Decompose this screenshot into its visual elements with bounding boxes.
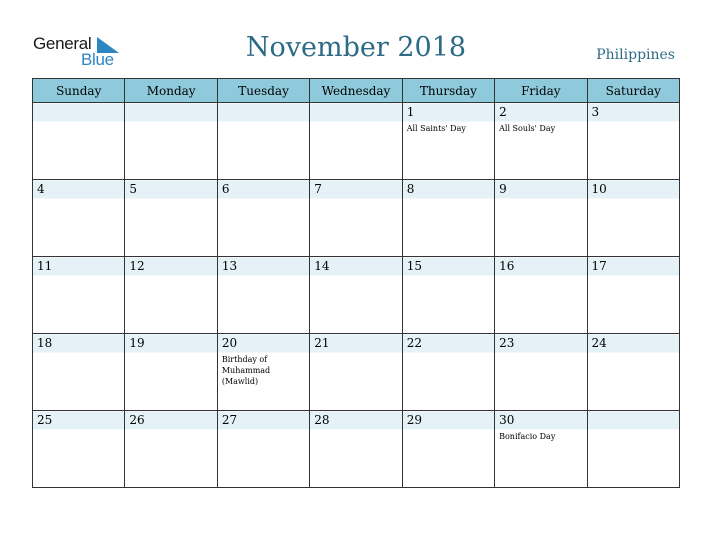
day-number: 6 bbox=[221, 182, 230, 196]
day-number: 13 bbox=[221, 259, 238, 273]
day-cell bbox=[125, 103, 217, 180]
week-row bbox=[33, 411, 680, 488]
holiday-label bbox=[495, 198, 586, 200]
day-cell bbox=[587, 411, 679, 488]
day-number: 18 bbox=[37, 336, 53, 350]
day-number: 21 bbox=[314, 336, 330, 350]
day-cell bbox=[310, 257, 402, 334]
day-cell bbox=[125, 257, 217, 334]
day-cell bbox=[587, 103, 679, 180]
holiday-label bbox=[218, 198, 309, 200]
holiday-label bbox=[495, 275, 586, 277]
day-number: 15 bbox=[406, 259, 422, 273]
day-number: 5 bbox=[129, 182, 138, 196]
day-cell bbox=[495, 257, 587, 334]
holiday-label bbox=[125, 275, 216, 277]
day-cell bbox=[402, 411, 494, 488]
holiday-label bbox=[310, 198, 401, 200]
day-number: 3 bbox=[591, 105, 600, 119]
day-cell bbox=[33, 257, 125, 334]
weekday-header: Monday bbox=[125, 79, 217, 103]
holiday-label bbox=[310, 121, 401, 123]
day-cell bbox=[402, 257, 494, 334]
day-cell bbox=[125, 334, 217, 411]
day-cell bbox=[33, 103, 125, 180]
day-number bbox=[310, 103, 401, 121]
day-number: 7 bbox=[314, 182, 322, 196]
holiday-label: Birthday of Muhammad (Mawlid) bbox=[221, 355, 271, 386]
holiday-label: Bonifacio Day bbox=[499, 432, 556, 441]
holiday-label bbox=[403, 429, 494, 431]
holiday-label bbox=[310, 275, 401, 277]
day-cell bbox=[310, 334, 402, 411]
day-number: 16 bbox=[499, 259, 515, 273]
week-row bbox=[33, 334, 680, 411]
holiday-label bbox=[125, 198, 216, 200]
holiday-label bbox=[33, 121, 124, 123]
day-number bbox=[125, 103, 216, 121]
day-cell bbox=[33, 180, 125, 257]
day-cell bbox=[310, 103, 402, 180]
day-number: 12 bbox=[129, 259, 145, 273]
day-number: 19 bbox=[129, 336, 145, 350]
weekday-header: Wednesday bbox=[310, 79, 402, 103]
holiday-label bbox=[125, 429, 216, 431]
day-number: 28 bbox=[314, 413, 330, 427]
holiday-label: All Saints' Day bbox=[406, 124, 466, 133]
day-number: 20 bbox=[221, 336, 238, 350]
weekday-header: Thursday bbox=[402, 79, 494, 103]
day-cell bbox=[402, 334, 494, 411]
day-number: 9 bbox=[499, 182, 507, 196]
day-cell bbox=[495, 103, 587, 180]
day-number: 22 bbox=[406, 336, 422, 350]
day-number: 23 bbox=[499, 336, 515, 350]
day-number: 14 bbox=[314, 259, 330, 273]
holiday-label bbox=[33, 198, 124, 200]
weekday-header: Tuesday bbox=[217, 79, 309, 103]
holiday-label bbox=[588, 121, 679, 123]
day-cell bbox=[495, 180, 587, 257]
holiday-label bbox=[125, 352, 216, 354]
holiday-label bbox=[588, 198, 679, 200]
weekday-header-row bbox=[33, 79, 680, 103]
holiday-label bbox=[310, 352, 401, 354]
day-cell bbox=[402, 103, 494, 180]
day-cell bbox=[33, 334, 125, 411]
day-cell bbox=[310, 180, 402, 257]
weekday-header: Sunday bbox=[33, 79, 125, 103]
week-row bbox=[33, 103, 680, 180]
day-number: 25 bbox=[37, 413, 53, 427]
weekday-header: Friday bbox=[495, 79, 587, 103]
holiday-label: All Souls' Day bbox=[499, 124, 556, 133]
day-cell bbox=[33, 411, 125, 488]
page-title: November 2018 bbox=[245, 32, 467, 63]
day-number: 17 bbox=[591, 259, 607, 273]
day-cell bbox=[587, 257, 679, 334]
holiday-label bbox=[218, 275, 309, 277]
day-cell bbox=[217, 257, 309, 334]
holiday-label bbox=[588, 275, 679, 277]
day-cell bbox=[217, 411, 309, 488]
calendar-body bbox=[33, 103, 680, 488]
day-cell bbox=[125, 180, 217, 257]
day-number: 2 bbox=[499, 105, 507, 119]
holiday-label bbox=[125, 121, 216, 123]
holiday-label bbox=[403, 198, 494, 200]
holiday-label bbox=[403, 275, 494, 277]
day-number: 1 bbox=[406, 105, 415, 119]
holiday-label bbox=[588, 352, 679, 354]
logo-text-general: General bbox=[33, 34, 92, 53]
day-number: 26 bbox=[129, 413, 145, 427]
day-cell bbox=[587, 180, 679, 257]
week-row bbox=[33, 257, 680, 334]
day-number bbox=[218, 103, 309, 121]
day-cell bbox=[495, 411, 587, 488]
holiday-label bbox=[218, 429, 309, 431]
day-cell bbox=[495, 334, 587, 411]
holiday-label bbox=[495, 352, 586, 354]
country-label: Philippines bbox=[596, 47, 675, 63]
day-number bbox=[588, 411, 679, 429]
day-number: 8 bbox=[406, 182, 415, 196]
day-number: 10 bbox=[591, 182, 607, 196]
day-number: 24 bbox=[591, 336, 607, 350]
week-row bbox=[33, 180, 680, 257]
holiday-label bbox=[218, 121, 309, 123]
day-number: 30 bbox=[499, 413, 515, 427]
holiday-label bbox=[310, 429, 401, 431]
day-number: 27 bbox=[221, 413, 238, 427]
day-cell bbox=[402, 180, 494, 257]
holiday-label bbox=[33, 352, 124, 354]
holiday-label bbox=[33, 275, 124, 277]
day-number: 11 bbox=[37, 259, 53, 273]
holiday-label bbox=[403, 352, 494, 354]
day-cell bbox=[217, 103, 309, 180]
day-cell bbox=[217, 334, 309, 411]
holiday-label bbox=[588, 429, 679, 431]
day-number: 4 bbox=[37, 182, 45, 196]
holiday-label bbox=[33, 429, 124, 431]
weekday-header: Saturday bbox=[587, 79, 679, 103]
logo-text-blue: Blue bbox=[81, 50, 114, 69]
day-cell bbox=[310, 411, 402, 488]
day-cell bbox=[125, 411, 217, 488]
day-number bbox=[33, 103, 124, 121]
calendar-grid bbox=[32, 78, 680, 488]
day-cell bbox=[217, 180, 309, 257]
day-number: 29 bbox=[406, 413, 422, 427]
day-cell bbox=[587, 334, 679, 411]
